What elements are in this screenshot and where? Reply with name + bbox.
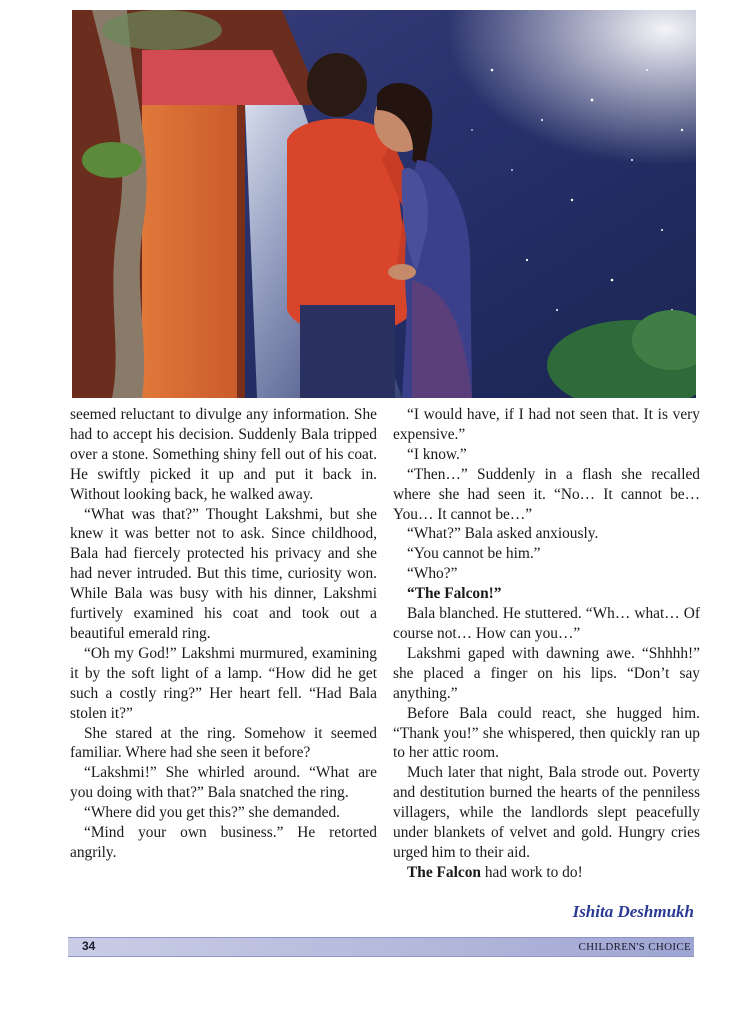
paragraph: “What was that?” Thought Lakshmi, but she knew it was better not to ask. Since childhood, Bala had fiercely protected his privacy and she had never intruded. But this time, curiosity won. While Bala was busy with his dinner, Lakshmi furtively examined his coat and took out a beautiful emerald ring. <box>70 505 377 642</box>
paragraph: “I know.” <box>407 445 467 463</box>
paragraph: “Who?” <box>407 565 458 583</box>
author-name: Ishita Deshmukh <box>572 902 694 921</box>
paragraph: She stared at the ring. Somehow it seemed familiar. Where had she seen it before? <box>70 724 377 762</box>
paragraph: “Lakshmi!” She whirled around. “What are you doing with that?” Bala snatched the ring. <box>70 764 377 802</box>
paragraph: “Oh my God!” Lakshmi murmured, examining it by the soft light of a lamp. “How did he get such a costly ring?” Her heart fell. “Had Bala stolen it?” <box>70 644 377 722</box>
paragraph: seemed reluctant to divulge any information. She had to accept his decision. Suddenly Bala tripped over a stone. Something shiny fell out of his coat. He swiftly picked it up and put it back in. Without looking back, he walked away. <box>70 406 377 503</box>
paragraph: Much later that night, Bala strode out. Poverty and destitution burned the hearts of the penniless villagers, while the landlords slept peacefully under blankets of velvet and gold. Hungry cries urged him to their aid. <box>393 764 700 861</box>
paragraph: Lakshmi gaped with dawning awe. “Shhhh!” she placed a finger on his lips. “Don’t say anything.” <box>393 644 700 702</box>
paragraph: “What?” Bala asked anxiously. <box>407 525 599 543</box>
magazine-name: CHILDREN'S CHOICE <box>578 941 691 953</box>
paragraph-closing: The Falcon had work to do! <box>407 863 583 881</box>
paragraph-bold: “The Falcon!” <box>407 585 502 603</box>
story-illustration <box>72 10 696 398</box>
left-column <box>70 405 377 883</box>
paragraph: “Then…” Suddenly in a flash she recalled where she had seen it. “No… It cannot be… You… It cannot be…” <box>393 465 700 523</box>
couple-embrace-illustration <box>72 10 696 398</box>
right-column <box>393 405 700 883</box>
paragraph: “Mind your own business.” He retorted angrily. <box>70 824 377 861</box>
story-text <box>70 405 700 883</box>
paragraph: Bala blanched. He stuttered. “Wh… what… Of course not… How can you…” <box>393 605 700 642</box>
paragraph: “You cannot be him.” <box>407 545 541 563</box>
paragraph: “I would have, if I had not seen that. It is very expensive.” <box>393 406 700 443</box>
page-number: 34 <box>82 939 96 953</box>
paragraph: Before Bala could react, she hugged him. “Thank you!” she whispered, then quickly ran up to her attic room. <box>393 704 700 762</box>
paragraph: “Where did you get this?” she demanded. <box>84 804 340 822</box>
